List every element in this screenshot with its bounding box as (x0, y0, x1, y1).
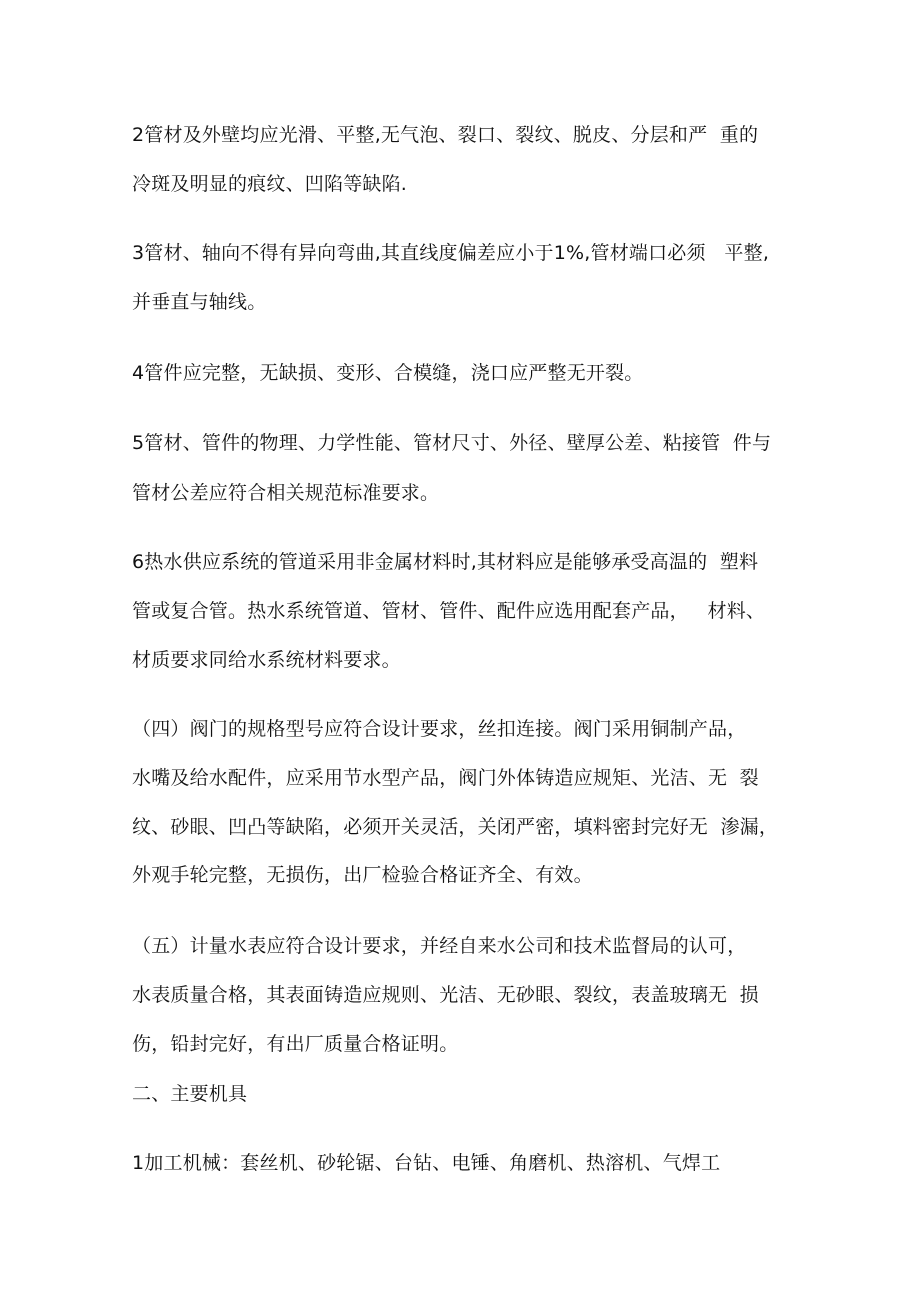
paragraph-line: 管或复合管。热水系统管道、管材、管件、配件应选用配套产品， 材料、 (132, 600, 766, 622)
paragraph-line: 水嘴及给水配件，应采用节水型产品，阀门外体铸造应规矩、光洁、无 裂 (132, 767, 759, 789)
paragraph-line: 3管材、轴向不得有异向弯曲,其直线度偏差应小于1%,管材端口必须 平整, (132, 242, 770, 264)
paragraph-line: 纹、砂眼、凹凸等缺陷，必须开关灵活，关闭严密，填料密封完好无 渗漏， (132, 816, 779, 838)
paragraph-line: 水表质量合格，其表面铸造应规则、光洁、无砂眼、裂纹，表盖玻璃无 损 (132, 984, 759, 1006)
paragraph-line: 伤，铅封完好，有出厂质量合格证明。 (132, 1033, 459, 1055)
paragraph-line: （四）阀门的规格型号应符合设计要求，丝扣连接。阀门采用铜制产品， (132, 718, 747, 740)
paragraph-line: 4管件应完整，无缺损、变形、合模缝，浇口应严整无开裂。 (132, 362, 644, 384)
paragraph-line: 管材公差应符合相关规范标准要求。 (132, 482, 440, 504)
paragraph-line: 5管材、管件的物理、力学性能、管材尺寸、外径、壁厚公差、粘接管 件与 (132, 432, 772, 454)
paragraph-line: 并垂直与轴线。 (132, 291, 267, 313)
paragraph-line: 材质要求同给水系统材料要求。 (132, 649, 401, 671)
paragraph-line: 6热水供应系统的管道采用非金属材料时,其材料应是能够承受高温的 塑料 (132, 551, 759, 573)
paragraph-line: （五）计量水表应符合设计要求，并经自来水公司和技术监督局的认可， (132, 935, 747, 957)
section-heading: 二、主要机具 (132, 1083, 248, 1105)
paragraph-line: 1加工机械：套丝机、砂轮锯、台钻、电锤、角磨机、热溶机、气焊工 (132, 1152, 721, 1174)
paragraph-line: 外观手轮完整，无损伤，出厂检验合格证齐全、有效。 (132, 864, 593, 886)
paragraph-line: 冷斑及明显的痕纹、凹陷等缺陷. (132, 173, 408, 195)
paragraph-line: 2管材及外壁均应光滑、平整,无气泡、裂口、裂纹、脱皮、分层和严 重的 (132, 124, 759, 146)
